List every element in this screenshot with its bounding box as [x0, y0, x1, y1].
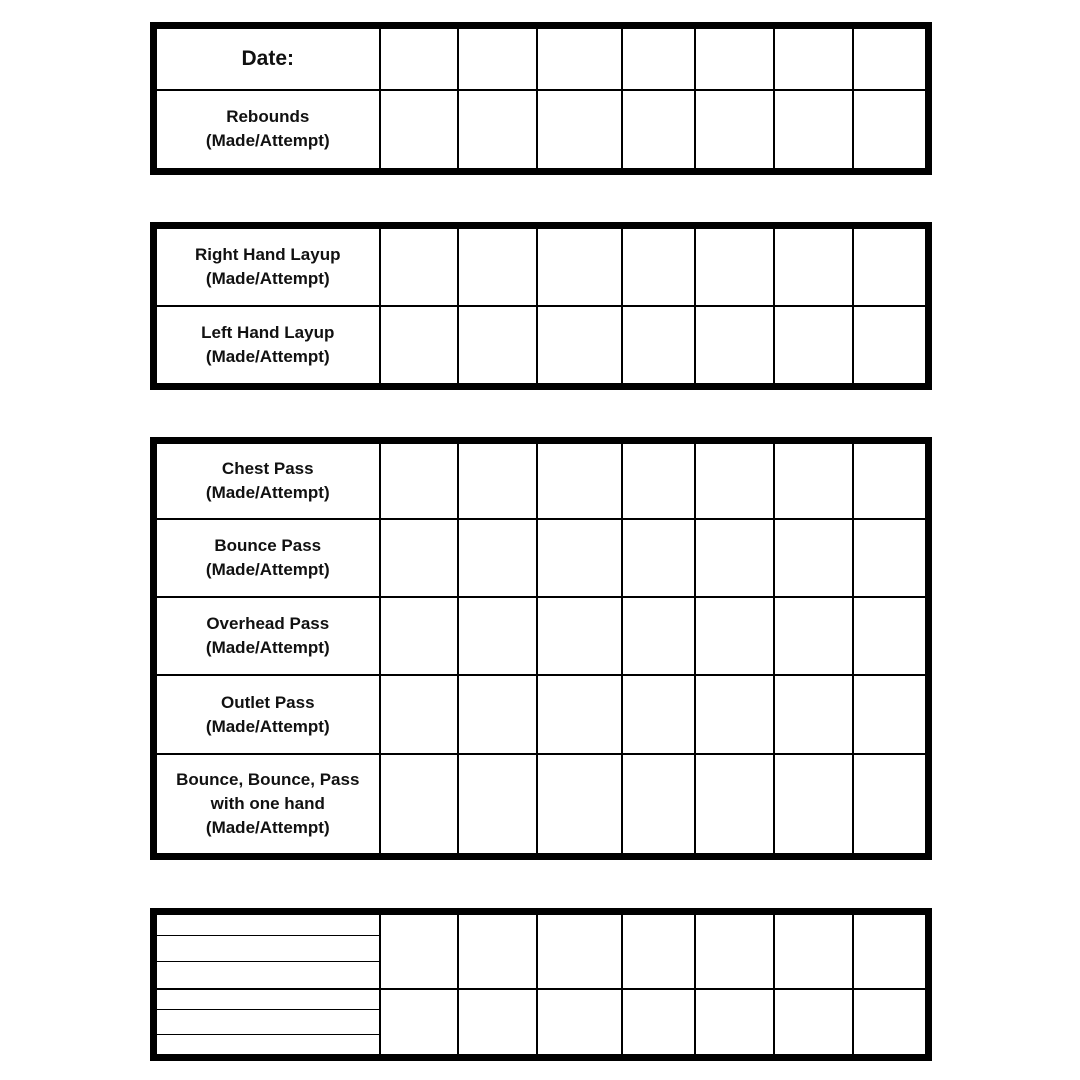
one-hand-bounce-pass-cell[interactable]: [622, 754, 696, 857]
chest-pass-cell[interactable]: [458, 441, 537, 519]
custom-drill-row: [154, 989, 929, 1057]
outlet-pass-cell[interactable]: [695, 675, 774, 753]
left-hand-layup-cell[interactable]: [458, 306, 537, 387]
right-hand-layup-cell[interactable]: [380, 226, 459, 307]
right-hand-layup-label: Right Hand Layup (Made/Attempt): [195, 245, 341, 288]
custom-drill-cell[interactable]: [853, 989, 929, 1057]
date-row: [154, 26, 929, 90]
date-cell[interactable]: [853, 26, 929, 90]
rebounds-label: Rebounds (Made/Attempt): [205, 107, 330, 151]
right-hand-layup-cell[interactable]: [458, 226, 537, 307]
date-rebounds-table: [150, 22, 932, 175]
one-hand-bounce-pass-row: [154, 754, 929, 857]
left-hand-layup-row: [154, 306, 929, 387]
chest-pass-cell[interactable]: [622, 441, 696, 519]
date-cell[interactable]: [537, 26, 622, 90]
one-hand-bounce-pass-label: Bounce, Bounce, Pass with one hand (Made/Attempt): [176, 769, 360, 837]
write-in-line: [157, 1034, 379, 1035]
one-hand-bounce-pass-cell[interactable]: [695, 754, 774, 857]
write-in-line: [157, 1009, 379, 1010]
date-label: Date:: [241, 46, 295, 70]
custom-drill-table: [150, 908, 932, 1061]
right-hand-layup-label-cell: [154, 226, 380, 307]
custom-drill-cell[interactable]: [622, 989, 696, 1057]
chest-pass-label-cell: [154, 441, 380, 519]
one-hand-bounce-pass-cell[interactable]: [458, 754, 537, 857]
write-in-line: [157, 961, 379, 962]
bounce-pass-row: [154, 519, 929, 597]
left-hand-layup-cell[interactable]: [380, 306, 459, 387]
outlet-pass-cell[interactable]: [537, 675, 622, 753]
date-cell[interactable]: [458, 26, 537, 90]
bounce-pass-cell[interactable]: [622, 519, 696, 597]
custom-drill-label-cell[interactable]: [154, 989, 380, 1057]
date-label-cell: [154, 26, 380, 90]
left-hand-layup-cell[interactable]: [622, 306, 696, 387]
bounce-pass-cell[interactable]: [380, 519, 459, 597]
right-hand-layup-cell[interactable]: [622, 226, 696, 307]
custom-drill-cell[interactable]: [622, 912, 696, 990]
bounce-pass-cell[interactable]: [695, 519, 774, 597]
overhead-pass-cell[interactable]: [695, 597, 774, 675]
one-hand-bounce-pass-cell[interactable]: [537, 754, 622, 857]
custom-drill-cell[interactable]: [458, 989, 537, 1057]
rebounds-label-cell: [154, 90, 380, 172]
date-cell[interactable]: [695, 26, 774, 90]
rebounds-cell[interactable]: [622, 90, 696, 172]
overhead-pass-cell[interactable]: [774, 597, 853, 675]
bounce-pass-label-cell: [154, 519, 380, 597]
rebounds-cell[interactable]: [853, 90, 929, 172]
chest-pass-label: Chest Pass (Made/Attempt): [205, 458, 330, 502]
overhead-pass-cell[interactable]: [380, 597, 459, 675]
chest-pass-cell[interactable]: [537, 441, 622, 519]
left-hand-layup-cell[interactable]: [774, 306, 853, 387]
custom-drill-row: [154, 912, 929, 990]
custom-drill-cell[interactable]: [774, 912, 853, 990]
custom-drill-label-cell[interactable]: [154, 912, 380, 990]
chest-pass-cell[interactable]: [695, 441, 774, 519]
right-hand-layup-row: [154, 226, 929, 307]
left-hand-layup-cell[interactable]: [853, 306, 929, 387]
overhead-pass-cell[interactable]: [622, 597, 696, 675]
right-hand-layup-cell[interactable]: [537, 226, 622, 307]
custom-drill-cell[interactable]: [380, 912, 459, 990]
one-hand-bounce-pass-cell[interactable]: [380, 754, 459, 857]
right-hand-layup-cell[interactable]: [853, 226, 929, 307]
date-cell[interactable]: [774, 26, 853, 90]
passing-table: [150, 437, 932, 860]
outlet-pass-row: [154, 675, 929, 753]
overhead-pass-cell[interactable]: [853, 597, 929, 675]
right-hand-layup-cell[interactable]: [774, 226, 853, 307]
overhead-pass-label: Overhead Pass (Made/Attempt): [205, 614, 330, 658]
custom-drill-cell[interactable]: [458, 912, 537, 990]
custom-drill-cell[interactable]: [695, 912, 774, 990]
outlet-pass-cell[interactable]: [622, 675, 696, 753]
left-hand-layup-label: Left Hand Layup (Made/Attempt): [201, 323, 335, 366]
outlet-pass-cell[interactable]: [853, 675, 929, 753]
right-hand-layup-cell[interactable]: [695, 226, 774, 307]
overhead-pass-cell[interactable]: [537, 597, 622, 675]
custom-drill-cell[interactable]: [774, 989, 853, 1057]
chest-pass-cell[interactable]: [774, 441, 853, 519]
custom-drill-cell[interactable]: [695, 989, 774, 1057]
bounce-pass-label: Bounce Pass (Made/Attempt): [205, 535, 330, 579]
outlet-pass-cell[interactable]: [774, 675, 853, 753]
outlet-pass-label-cell: [154, 675, 380, 753]
custom-drill-cell[interactable]: [537, 912, 622, 990]
one-hand-bounce-pass-cell[interactable]: [853, 754, 929, 857]
custom-drill-cell[interactable]: [537, 989, 622, 1057]
rebounds-cell[interactable]: [537, 90, 622, 172]
rebounds-row: [154, 90, 929, 172]
date-cell[interactable]: [622, 26, 696, 90]
custom-drill-cell[interactable]: [380, 989, 459, 1057]
left-hand-layup-cell[interactable]: [695, 306, 774, 387]
bounce-pass-cell[interactable]: [458, 519, 537, 597]
rebounds-cell[interactable]: [774, 90, 853, 172]
chest-pass-cell[interactable]: [853, 441, 929, 519]
overhead-pass-label-cell: [154, 597, 380, 675]
one-hand-bounce-pass-cell[interactable]: [774, 754, 853, 857]
overhead-pass-cell[interactable]: [458, 597, 537, 675]
bounce-pass-cell[interactable]: [537, 519, 622, 597]
outlet-pass-label: Outlet Pass (Made/Attempt): [205, 692, 330, 736]
date-cell[interactable]: [380, 26, 459, 90]
layup-table: [150, 222, 932, 390]
rebounds-cell[interactable]: [695, 90, 774, 172]
bounce-pass-cell[interactable]: [774, 519, 853, 597]
chest-pass-row: [154, 441, 929, 519]
left-hand-layup-label-cell: [154, 306, 380, 387]
one-hand-bounce-pass-label-cell: [154, 754, 380, 857]
outlet-pass-cell[interactable]: [380, 675, 459, 753]
left-hand-layup-cell[interactable]: [537, 306, 622, 387]
rebounds-cell[interactable]: [458, 90, 537, 172]
custom-drill-cell[interactable]: [853, 912, 929, 990]
bounce-pass-cell[interactable]: [853, 519, 929, 597]
chest-pass-cell[interactable]: [380, 441, 459, 519]
rebounds-cell[interactable]: [380, 90, 459, 172]
overhead-pass-row: [154, 597, 929, 675]
write-in-line: [157, 935, 379, 936]
outlet-pass-cell[interactable]: [458, 675, 537, 753]
